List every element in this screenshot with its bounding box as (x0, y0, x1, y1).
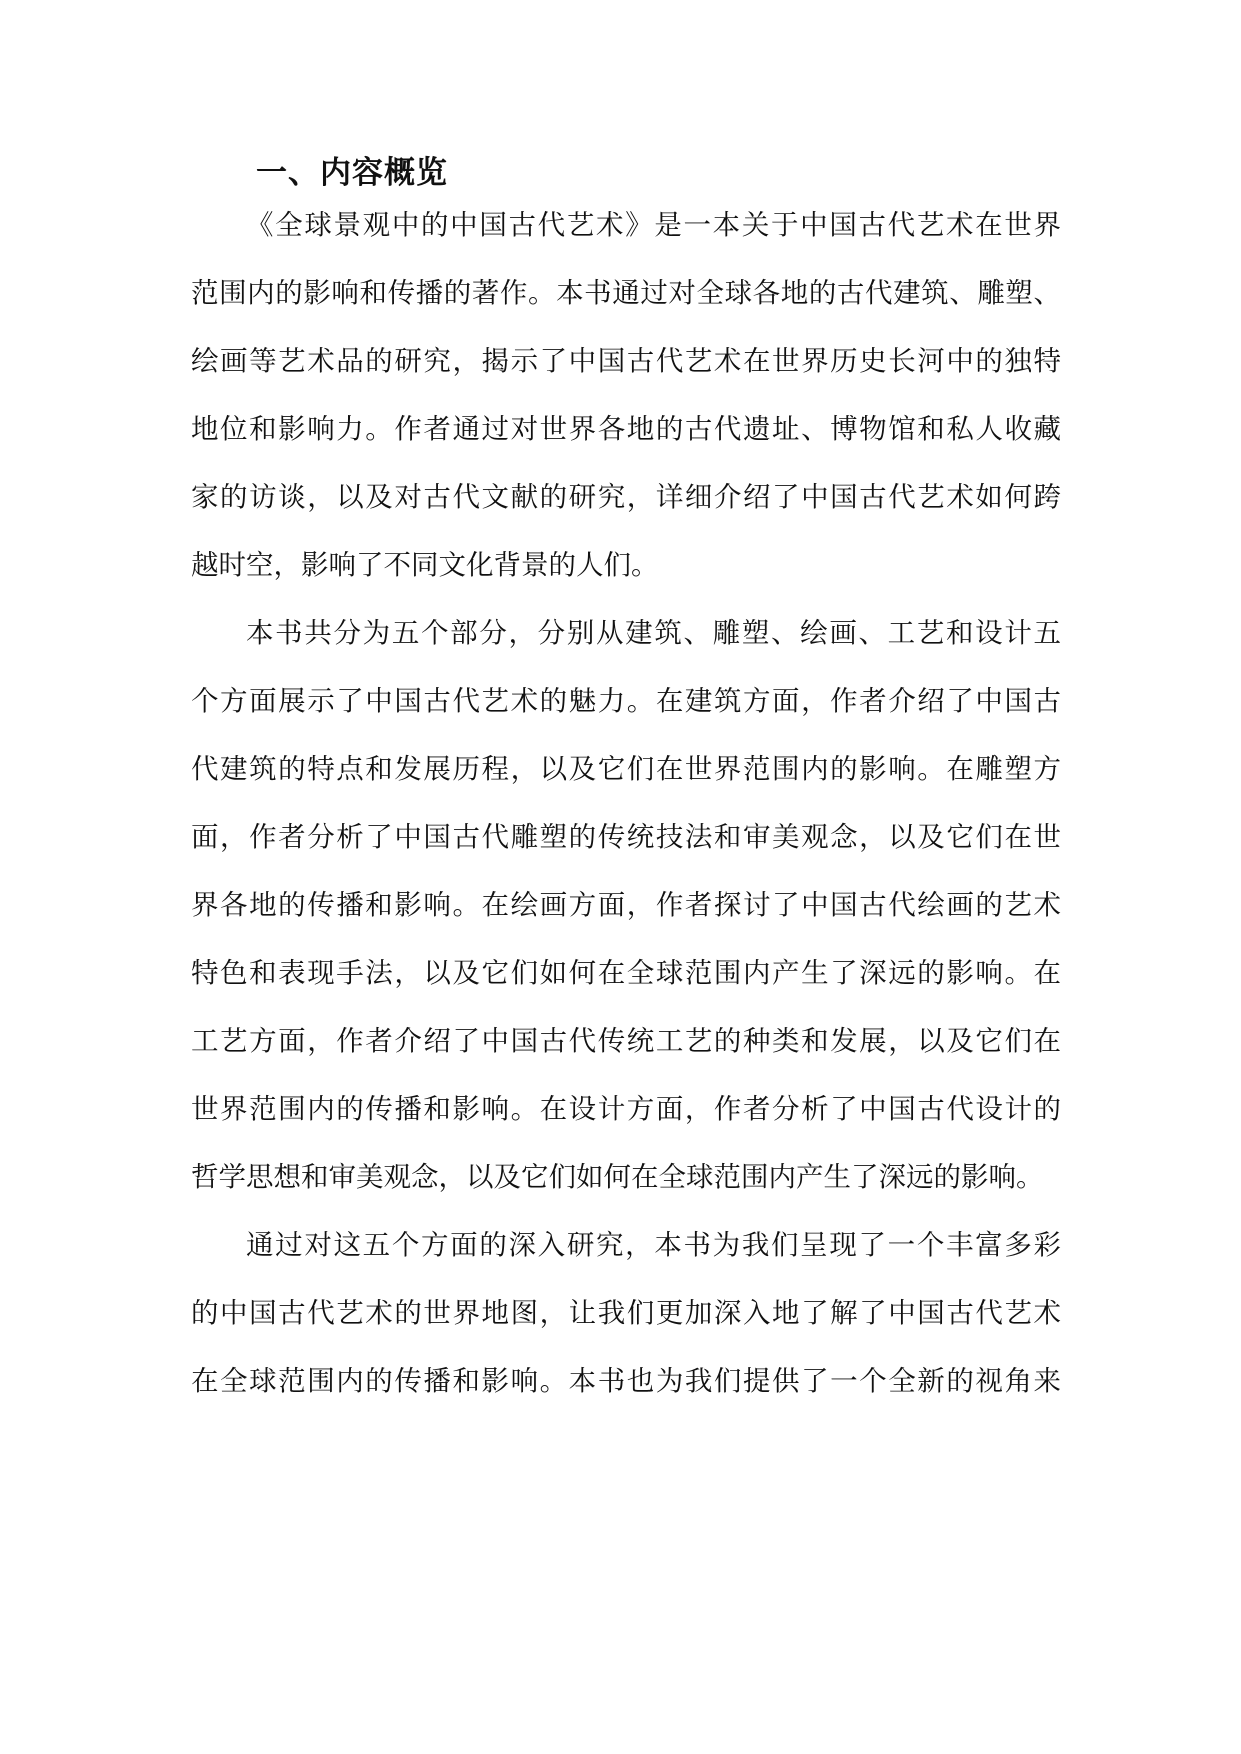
paragraph-1-line-2: 范围内的影响和传播的著作。本书通过对全球各地的古代建筑、雕塑、 (191, 277, 1061, 309)
paragraph-2-line-4: 面，作者分析了中国古代雕塑的传统技法和审美观念，以及它们在世 (191, 821, 1061, 853)
paragraph-2-line-7: 工艺方面，作者介绍了中国古代传统工艺的种类和发展，以及它们在 (191, 1025, 1061, 1057)
paragraph-3-line-3: 在全球范围内的传播和影响。本书也为我们提供了一个全新的视角来 (191, 1365, 1061, 1397)
paragraph-2-line-3: 代建筑的特点和发展历程，以及它们在世界范围内的影响。在雕塑方 (191, 753, 1061, 785)
paragraph-2-line-9: 哲学思想和审美观念，以及它们如何在全球范围内产生了深远的影响。 (191, 1161, 1044, 1193)
paragraph-1-line-3: 绘画等艺术品的研究，揭示了中国古代艺术在世界历史长河中的独特 (191, 345, 1061, 377)
paragraph-2-line-6: 特色和表现手法，以及它们如何在全球范围内产生了深远的影响。在 (191, 957, 1061, 989)
section-heading: 一、内容概览 (256, 155, 448, 191)
paragraph-1-line-6: 越时空，影响了不同文化背景的人们。 (191, 549, 659, 581)
paragraph-2-line-1: 本书共分为五个部分，分别从建筑、雕塑、绘画、工艺和设计五 (246, 617, 1061, 649)
paragraph-3-line-2: 的中国古代艺术的世界地图，让我们更加深入地了解了中国古代艺术 (191, 1297, 1061, 1329)
paragraph-3-line-1: 通过对这五个方面的深入研究，本书为我们呈现了一个丰富多彩 (246, 1229, 1061, 1261)
paragraph-2-line-2: 个方面展示了中国古代艺术的魅力。在建筑方面，作者介绍了中国古 (191, 685, 1061, 717)
paragraph-1-line-4: 地位和影响力。作者通过对世界各地的古代遗址、博物馆和私人收藏 (191, 413, 1061, 445)
paragraph-2-line-5: 界各地的传播和影响。在绘画方面，作者探讨了中国古代绘画的艺术 (191, 889, 1061, 921)
paragraph-1-line-5: 家的访谈，以及对古代文献的研究，详细介绍了中国古代艺术如何跨 (191, 481, 1061, 513)
paragraph-2-line-8: 世界范围内的传播和影响。在设计方面，作者分析了中国古代设计的 (191, 1093, 1061, 1125)
paragraph-1-line-1: 《全球景观中的中国古代艺术》是一本关于中国古代艺术在世界 (246, 209, 1061, 241)
